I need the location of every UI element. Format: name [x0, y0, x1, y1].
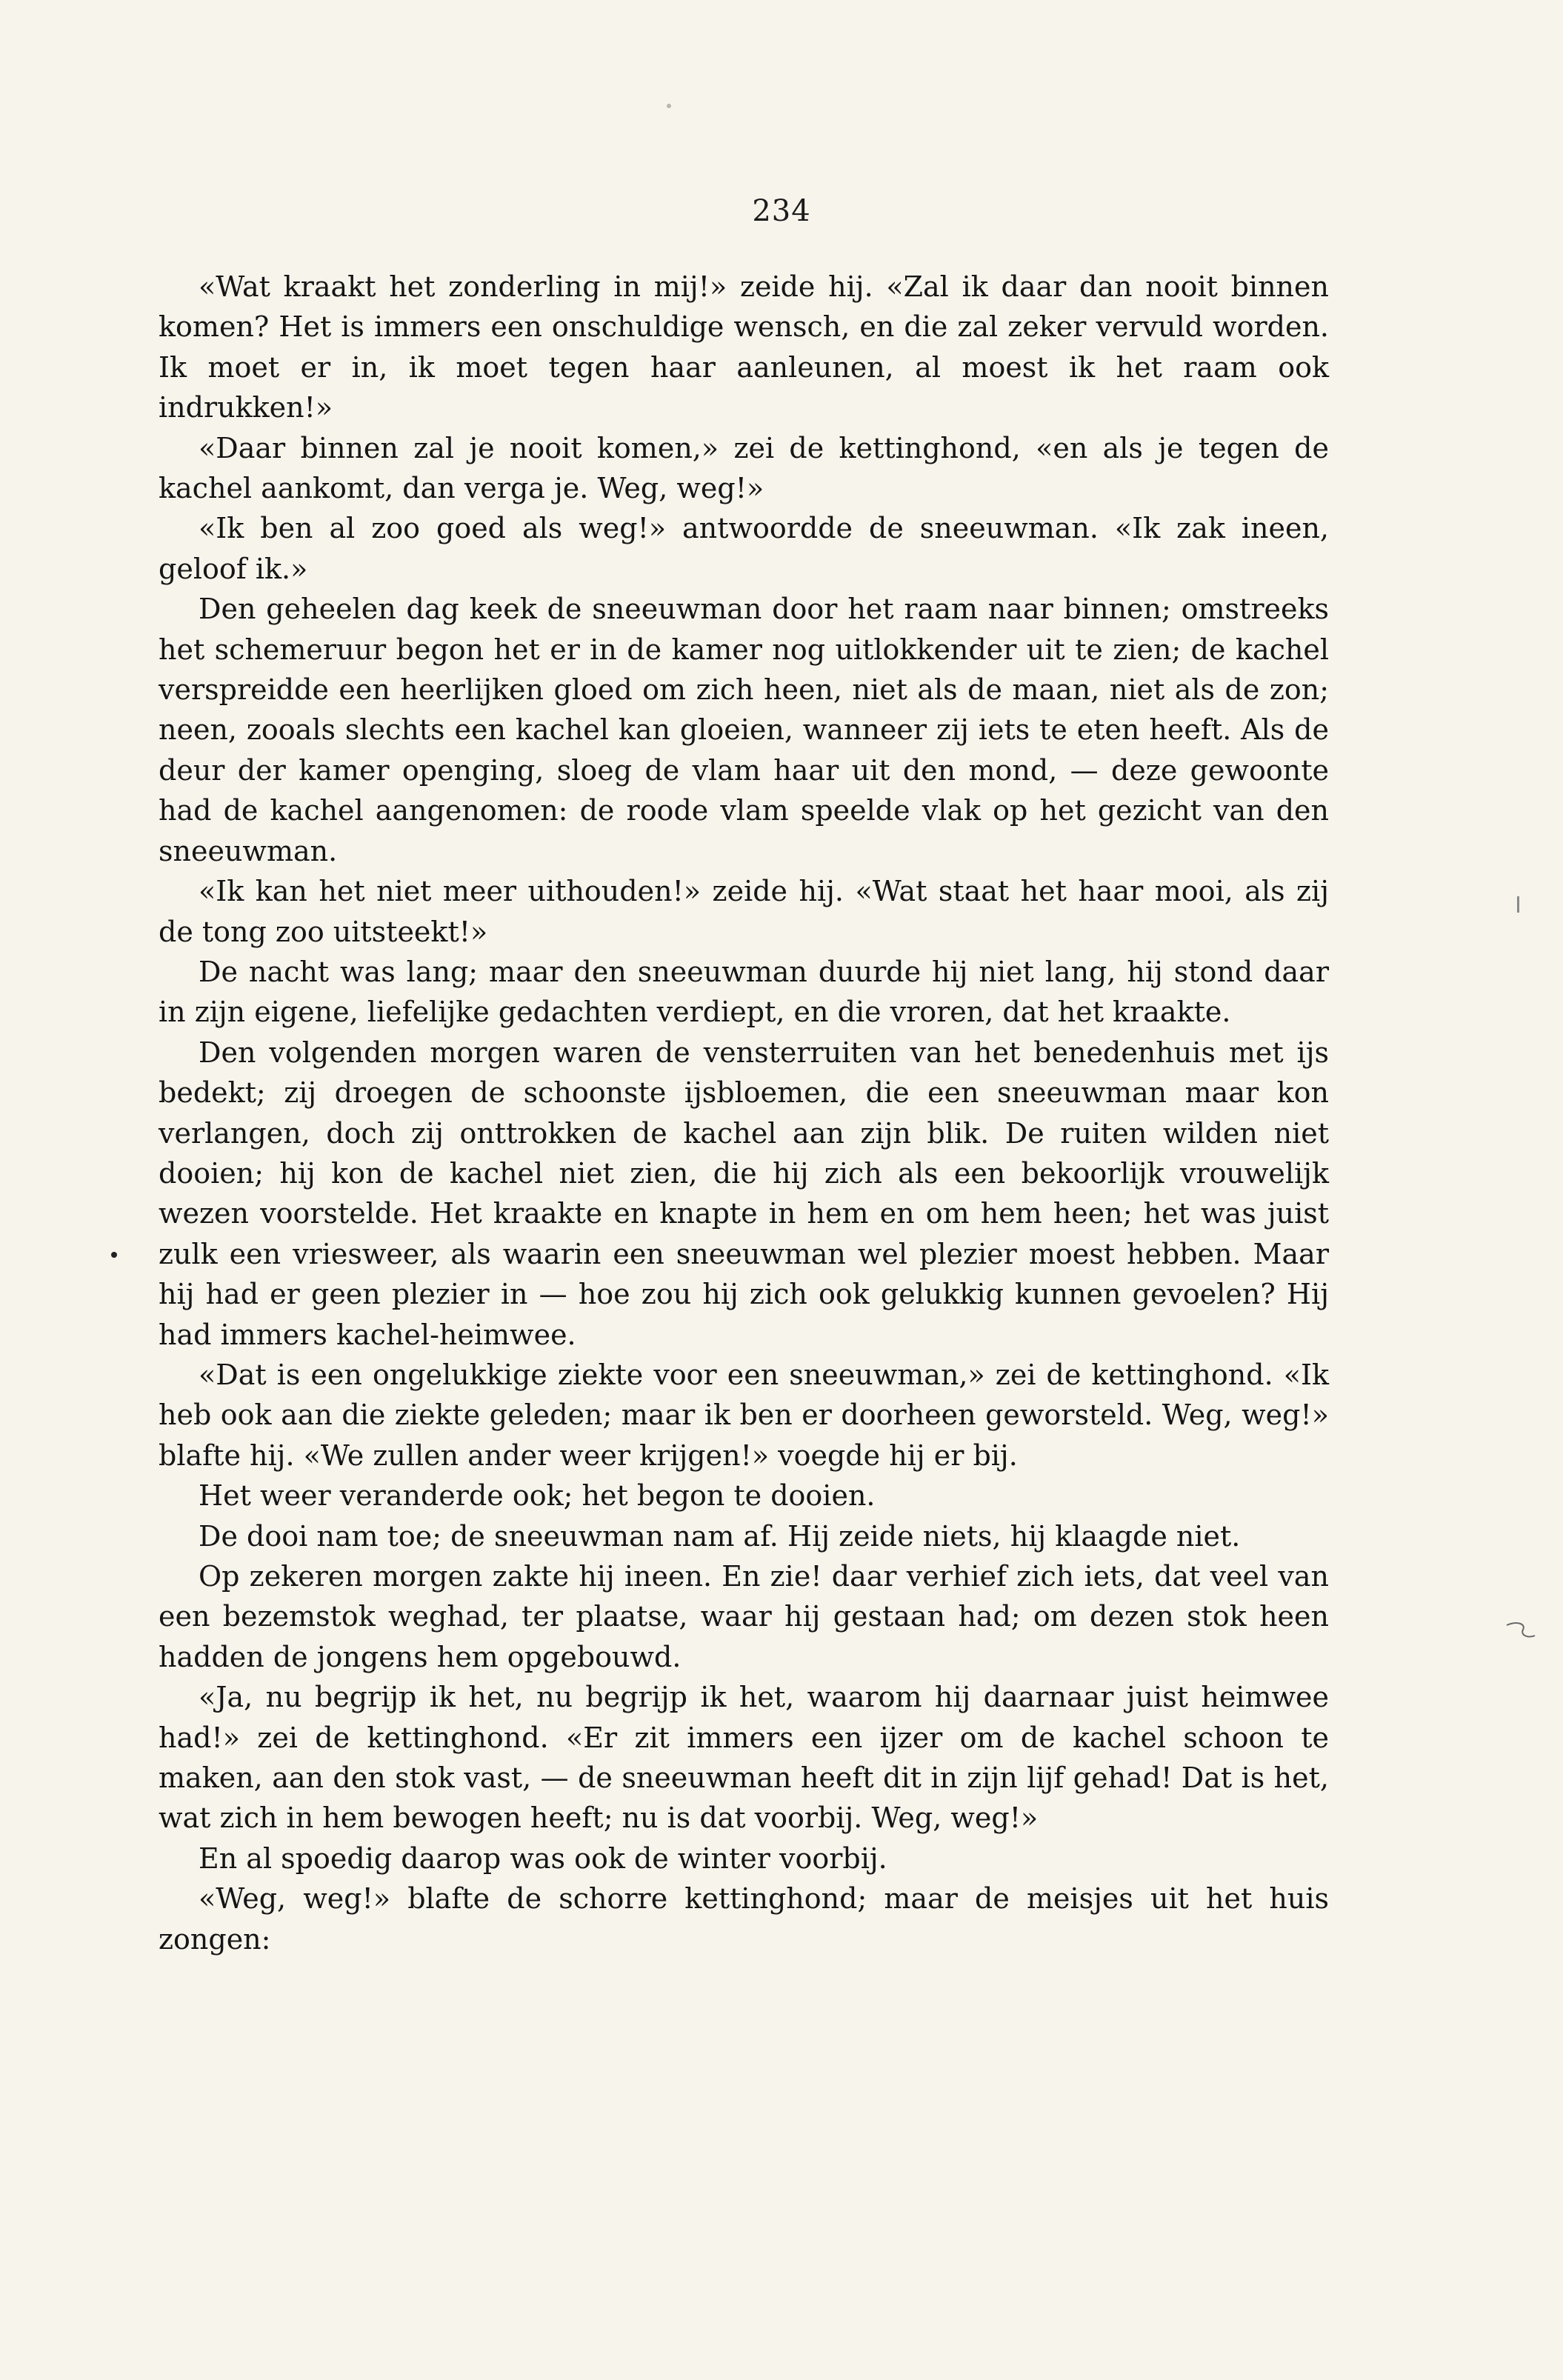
page-number: 234: [752, 194, 811, 228]
paragraph: Het weer veranderde ook; het begon te dooien.: [199, 1479, 876, 1513]
margin-dot: [111, 1252, 117, 1258]
paragraph: «Dat is een ongelukkige ziekte voor een sneeuwman,» zei de kettinghond. «Ik heb ook aan die ziekte geleden; maar ik ben er doorheen geworsteld. Weg, weg!» blafte hij. «We zullen ander weer krijgen!» voegde hij er bij.: [159, 1358, 1329, 1472]
paragraph: «Daar binnen zal je nooit komen,» zei de kettinghond, «en als je tegen de kachel aankomt, dan verga je. Weg, weg!»: [159, 431, 1329, 505]
paragraph: Op zekeren morgen zakte hij ineen. En zie! daar verhief zich iets, dat veel van een bezemstok weghad, ter plaatse, waar hij gestaan had; om dezen stok heen hadden de jongens hem opgebouwd.: [159, 1560, 1329, 1673]
body-text: [159, 267, 1329, 1959]
paragraph: De dooi nam toe; de sneeuwman nam af. Hij zeide niets, hij klaagde niet.: [199, 1519, 1241, 1553]
margin-tick: [1517, 896, 1519, 913]
paragraph: «Ja, nu begrijp ik het, nu begrijp ik het, waarom hij daarnaar juist heimwee had!» zei de kettinghond. «Er zit immers een ijzer om de kachel schoon te maken, aan den stok vast, — de sneeuwman heeft dit in zijn lijf gehad! Dat is het, wat zich in hem bewogen heeft; nu is dat voorbij. Weg, weg!»: [159, 1681, 1329, 1835]
paragraph: «Weg, weg!» blafte de schorre kettinghond; maar de meisjes uit het huis zongen:: [159, 1882, 1329, 1956]
speck-mark: [667, 104, 671, 108]
paragraph: En al spoedig daarop was ook de winter voorbij.: [199, 1841, 887, 1875]
paragraph: «Ik kan het niet meer uithouden!» zeide hij. «Wat staat het haar mooi, als zij de tong zoo uitsteekt!»: [159, 875, 1329, 948]
paragraph: De nacht was lang; maar den sneeuwman duurde hij niet lang, hij stond daar in zijn eigene, liefelijke gedachten verdiept, en die vroren, dat het kraakte.: [159, 955, 1329, 1029]
paragraph: Den geheelen dag keek de sneeuwman door het raam naar binnen; omstreeks het schemeruur begon het er in de kamer nog uitlokkender uit te zien; de kachel verspreidde een heerlijken gloed om zich heen, niet als de maan, niet als de zon; neen, zooals slechts een kachel kan gloeien, wanneer zij iets te eten heeft. Als de deur der kamer openging, sloeg de vlam haar uit den mond, — deze gewoonte had de kachel aangenomen: de roode vlam speelde vlak op het gezicht van den sneeuwman.: [159, 593, 1329, 867]
paragraph: «Ik ben al zoo goed als weg!» antwoordde de sneeuwman. «Ik zak ineen, geloof ik.»: [159, 512, 1329, 585]
paragraph: Den volgenden morgen waren de vensterruiten van het benedenhuis met ijs bedekt; zij droegen de schoonste ijsbloemen, die een sneeuwman maar kon verlangen, doch zij onttrokken de kachel aan zijn blik. De ruiten wilden niet dooien; hij kon de kachel niet zien, die hij zich als een bekoorlijk vrouwelijk wezen voorstelde. Het kraakte en knapte in hem en om hem heen; het was juist zulk een vriesweer, als waarin een sneeuwman wel plezier moest hebben. Maar hij had er geen plezier in — hoe zou hij zich ook gelukkig kunnen gevoelen? Hij had immers kachel-heimwee.: [159, 1036, 1329, 1351]
paragraph: «Wat kraakt het zonderling in mij!» zeide hij. «Zal ik daar dan nooit binnen komen? Het is immers een onschuldige wensch, en die zal zeker vervuld worden. Ik moet er in, ik moet tegen haar aanleunen, al moest ik het raam ook indrukken!»: [159, 270, 1329, 424]
margin-curl-mark: [1504, 1621, 1538, 1643]
